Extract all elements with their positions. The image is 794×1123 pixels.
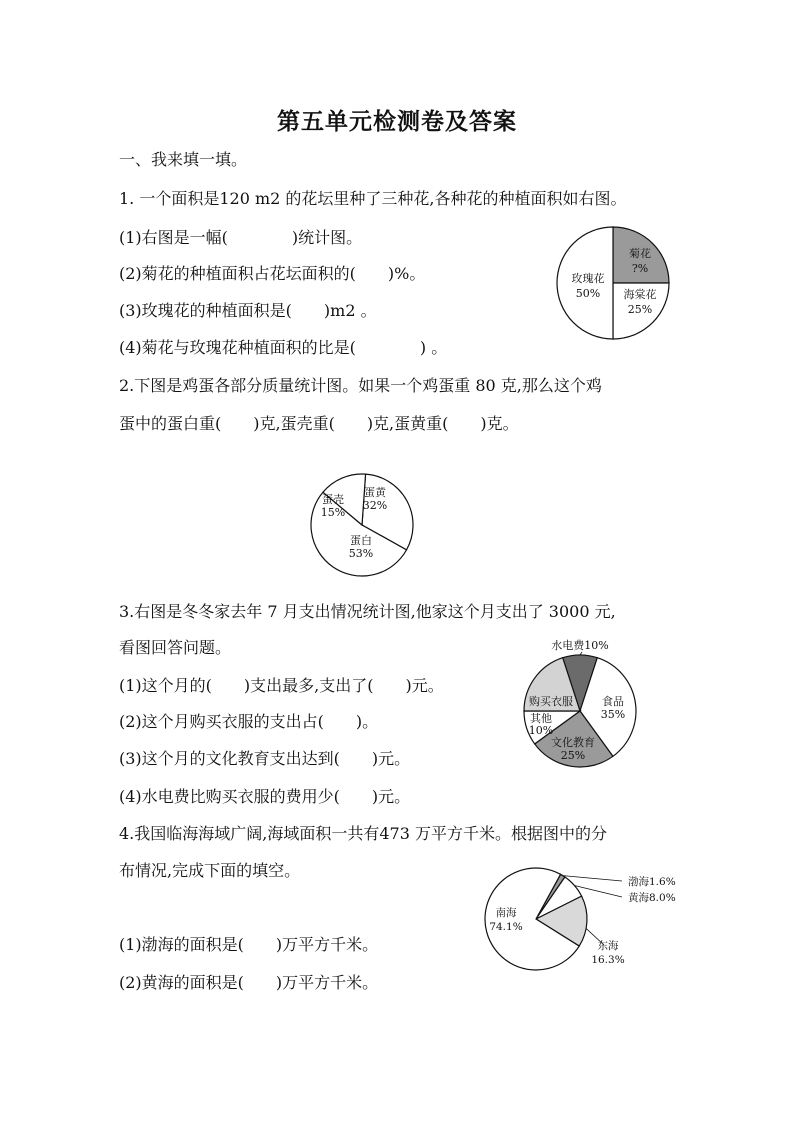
slice-label-2: 蛋壳 (322, 493, 344, 506)
slice-value-1: 25% (627, 303, 653, 316)
slice-label-1: 蛋白 (350, 534, 372, 547)
slice-value-2: 50% (575, 287, 601, 300)
slice-value-0: ?% (631, 262, 649, 275)
egg-pie-chart (311, 474, 413, 576)
slice-label-2: 玫瑰花 (571, 272, 605, 285)
q3-item-4: (4)水电费比购买衣服的费用少( )元。 (119, 787, 411, 806)
sea-pie-chart (485, 868, 676, 970)
q4-item-2: (2)黄海的面积是( )万平方千米。 (119, 973, 379, 992)
slice-label-1: 食品 (602, 695, 624, 708)
q3-item-2: (2)这个月购买衣服的支出占( )。 (119, 712, 379, 731)
q1-item-1: (1)右图是一幅( )统计图。 (119, 228, 363, 247)
slice-label-0: 渤海1.6% (628, 876, 676, 888)
expense-pie-chart (524, 638, 636, 767)
slice-value-1: 53% (348, 547, 374, 560)
section-heading: 一、我来填一填。 (119, 150, 248, 169)
slice-label-0: 蛋黄 (364, 486, 386, 499)
slice-value-2: 16.3% (591, 954, 625, 966)
slice-value-2: 25% (560, 749, 586, 762)
q1-item-3: (3)玫瑰花的种植面积是( )m2 。 (119, 301, 377, 320)
q4-stem-line2: 布情况,完成下面的填空。 (119, 861, 301, 880)
q4-item-1: (1)渤海的面积是( )万平方千米。 (119, 935, 379, 954)
q4-stem-line1: 4.我国临海海域广阔,海域面积一共有473 万平方千米。根据图中的分 (119, 824, 607, 843)
q2-stem-line2: 蛋中的蛋白重( )克,蛋壳重( )克,蛋黄重( )克。 (119, 414, 519, 433)
slice-label-3: 其他 (530, 712, 552, 725)
q3-item-3: (3)这个月的文化教育支出达到( )元。 (119, 749, 411, 768)
flower-pie-chart (557, 227, 669, 339)
slice-label-0: 水电费10% (551, 639, 609, 652)
q3-stem-line2: 看图回答问题。 (119, 638, 232, 657)
slice-value-3: 10% (528, 724, 554, 737)
slice-value-2: 15% (320, 506, 346, 519)
slice-label-4: 购买衣服 (529, 695, 573, 708)
slice-value-1: 35% (600, 708, 626, 721)
slice-label-0: 菊花 (629, 247, 651, 260)
slice-label-2: 东海 (597, 940, 619, 952)
q1-item-2: (2)菊花的种植面积占花坛面积的( )%。 (119, 264, 426, 283)
page-title: 第五单元检测卷及答案 (277, 109, 517, 135)
slice-value-3: 74.1% (489, 921, 523, 933)
slice-value-0: 32% (362, 499, 388, 512)
q1-item-4: (4)菊花与玫瑰花种植面积的比是( ) 。 (119, 338, 448, 357)
q1-stem: 1. 一个面积是120 m2 的花坛里种了三种花,各种花的种植面积如右图。 (119, 189, 627, 208)
slice-label-1: 海棠花 (623, 288, 657, 301)
q3-item-1: (1)这个月的( )支出最多,支出了( )元。 (119, 676, 444, 695)
leader-line-0 (563, 876, 622, 881)
q2-stem-line1: 2.下图是鸡蛋各部分质量统计图。如果一个鸡蛋重 80 克,那么这个鸡 (119, 376, 602, 395)
slice-label-1: 黄海8.0% (628, 892, 676, 904)
q3-stem-line1: 3.右图是冬冬家去年 7 月支出情况统计图,他家这个月支出了 3000 元, (119, 602, 616, 621)
slice-label-2: 文化教育 (551, 736, 595, 749)
slice-label-3: 南海 (495, 907, 517, 919)
